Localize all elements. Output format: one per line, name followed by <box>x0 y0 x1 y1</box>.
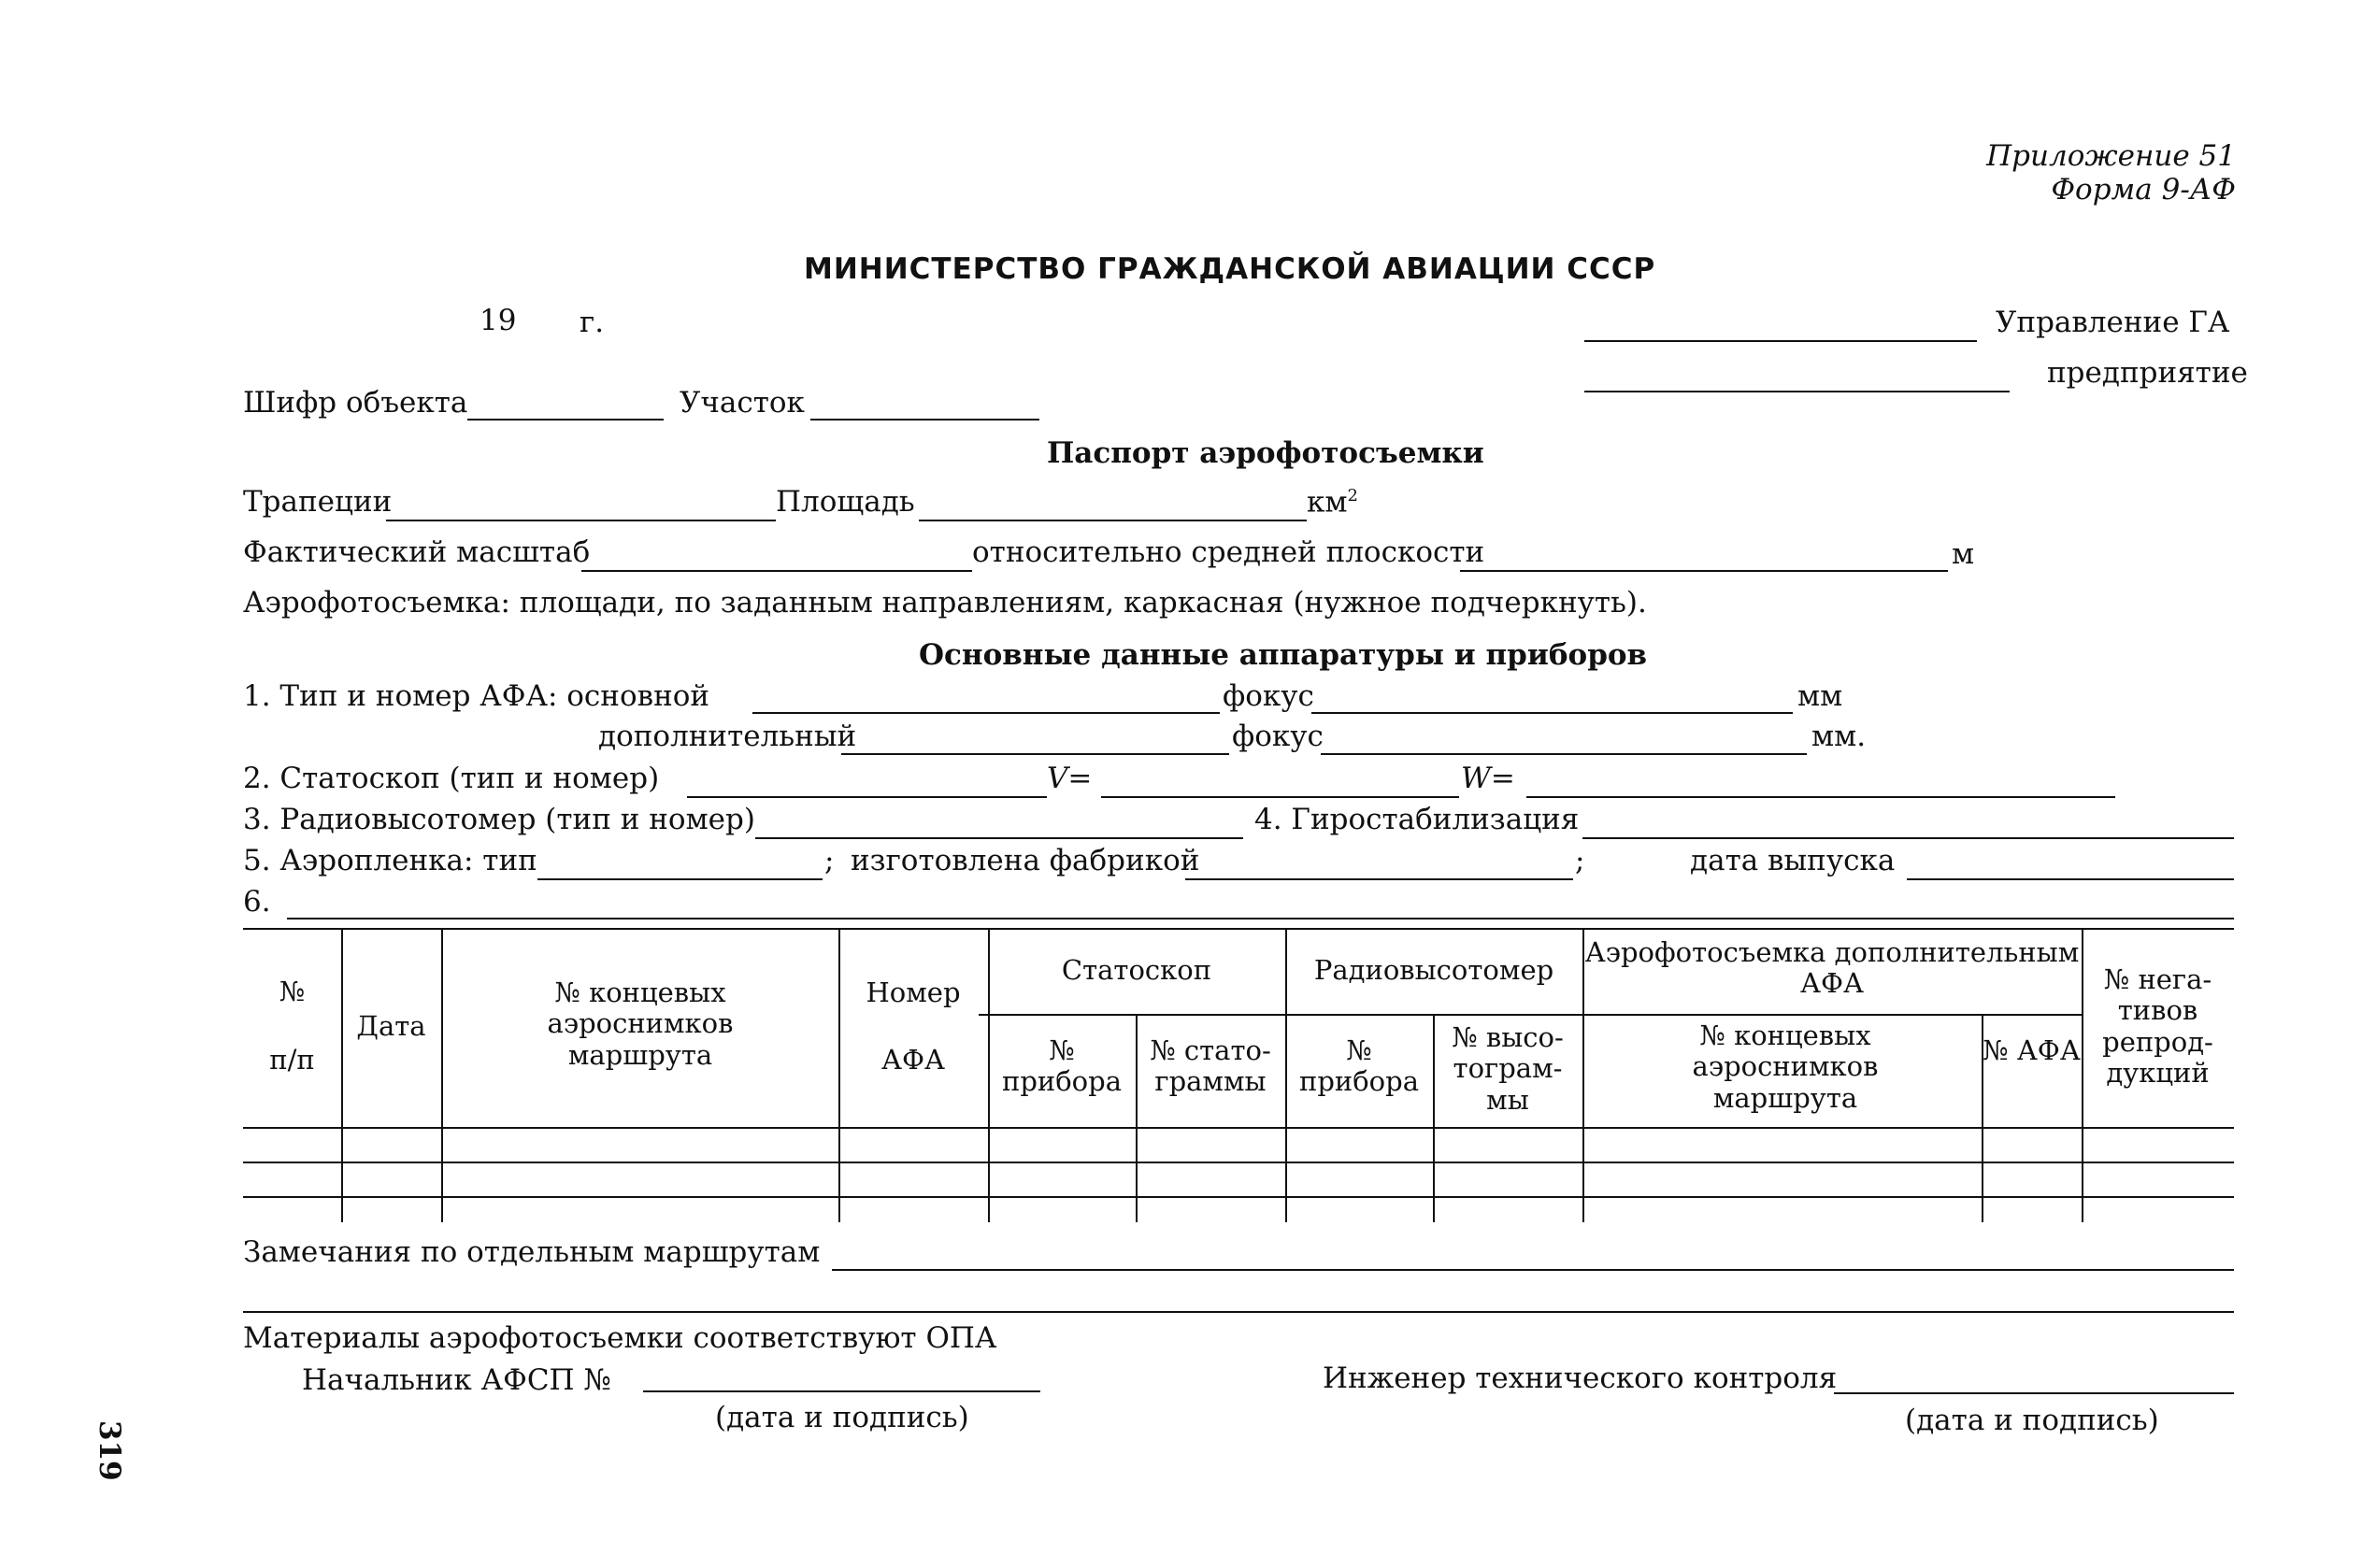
header-additional: Аэрофотосъемка дополнительным АФА <box>1584 936 2080 1000</box>
table-subheader-rule <box>979 1014 2082 1016</box>
remarks-line[interactable] <box>832 1269 2234 1271</box>
header-radio: Радиовысотомер <box>1313 954 1554 986</box>
v-label: V= <box>1047 762 1093 795</box>
col-divider <box>441 928 443 1222</box>
header-additional-afa: № АФА <box>1983 1034 2081 1066</box>
relative-label: относительно средней плоскости <box>972 535 1485 569</box>
statoscope-line[interactable] <box>687 796 1047 798</box>
item2-label: 2. Статоскоп (тип и номер) <box>243 762 660 795</box>
chief-sign-caption: (дата и подпись) <box>715 1401 969 1434</box>
ministry-title: МИНИСТЕРСТВО ГРАЖДАНСКОЙ АВИАЦИИ СССР <box>804 252 1656 286</box>
additional-label: дополнительный <box>598 720 857 753</box>
enterprise-label: предприятие <box>2047 356 2248 390</box>
col-divider <box>341 928 343 1222</box>
w-label: W= <box>1461 762 1515 795</box>
afa-additional-line[interactable] <box>841 753 1229 755</box>
scale-line[interactable] <box>581 570 972 572</box>
area-label: Площадь <box>776 485 915 519</box>
scale-label: Фактический масштаб <box>243 535 591 569</box>
header-afa-bottom: АФА <box>881 1044 945 1076</box>
header-radio-device: № прибора <box>1299 1034 1419 1098</box>
year-suffix: г. <box>580 306 605 339</box>
conformity-text: Материалы аэрофотосъемки соответствуют ОПА <box>243 1321 997 1355</box>
unit2: мм. <box>1811 720 1867 753</box>
header-statoscope-device: № прибора <box>1002 1034 1122 1098</box>
remarks-label: Замечания по отдельным маршрутам <box>243 1235 821 1269</box>
release-line[interactable] <box>1907 878 2234 880</box>
focus1-line[interactable] <box>1311 712 1793 714</box>
item5-label: 5. Аэропленка: тип <box>243 844 537 877</box>
cipher-line[interactable] <box>467 419 664 421</box>
chief-label: Начальник АФСП № <box>302 1363 611 1397</box>
v-line[interactable] <box>1101 796 1459 798</box>
trapezoids-line[interactable] <box>386 520 776 521</box>
item1-label: 1. Тип и номер АФА: основной <box>243 679 710 713</box>
header-num-top: № <box>279 976 306 1007</box>
w-line[interactable] <box>1526 796 2115 798</box>
release-label: дата выпуска <box>1690 844 1896 877</box>
item6-line[interactable] <box>287 918 2234 919</box>
radio-line[interactable] <box>755 837 1243 839</box>
relative-unit: м <box>1952 537 1975 571</box>
film-type-line[interactable] <box>537 878 823 880</box>
cipher-label: Шифр объекта <box>243 386 468 420</box>
relative-line[interactable] <box>1460 570 1948 572</box>
trapezoids-label: Трапеции <box>243 485 393 519</box>
semicolon-1: ; <box>824 844 835 877</box>
section-label: Участок <box>680 386 805 420</box>
section-line[interactable] <box>810 419 1039 421</box>
appendix-label: Приложение 51 <box>1986 139 2236 173</box>
year-prefix: 19 <box>480 304 517 337</box>
item4-label: 4. Гиростабилизация <box>1254 803 1580 836</box>
passport-title: Паспорт аэрофотосъемки <box>1047 436 1484 470</box>
unit1: мм <box>1797 679 1843 713</box>
header-date: Дата <box>356 1010 426 1042</box>
directorate-label: Управление ГА <box>1996 306 2230 339</box>
header-afa-top: Номер <box>866 976 961 1008</box>
item3-label: 3. Радиовысотомер (тип и номер) <box>243 803 755 836</box>
header-negatives: № нега-тивов репрод-дукций <box>2102 963 2213 1090</box>
factory-line[interactable] <box>1185 878 1573 880</box>
header-num-bottom: п/п <box>269 1044 315 1076</box>
afa-main-line[interactable] <box>752 712 1220 714</box>
page-number: 319 <box>93 1420 126 1481</box>
table-row <box>243 1162 2234 1163</box>
directorate-line[interactable] <box>1584 340 1977 342</box>
engineer-label: Инженер технического контроля <box>1323 1361 1838 1395</box>
header-statoscope: Статоскоп <box>1061 954 1212 986</box>
remarks-line-2[interactable] <box>243 1311 2234 1313</box>
header-additional-frames: № концевых аэроснимков маршрута <box>1692 1019 1879 1114</box>
header-frames: № концевых аэроснимков маршрута <box>547 976 734 1071</box>
focus2-line[interactable] <box>1321 753 1807 755</box>
header-statoscope-grams: № стато-граммы <box>1150 1034 1271 1098</box>
table-top-rule <box>243 928 2234 930</box>
table-header-rule <box>243 1127 2234 1129</box>
factory-label: изготовлена фабрикой <box>851 844 1200 877</box>
engineer-line[interactable] <box>1834 1392 2234 1394</box>
gyro-line[interactable] <box>1582 837 2234 839</box>
enterprise-line[interactable] <box>1584 391 2010 392</box>
area-unit: $км^2$ <box>1307 485 1358 520</box>
chief-line[interactable] <box>643 1390 1040 1392</box>
survey-types: Аэрофотосъемка: площади, по заданным направлениям, каркасная (нужное подчеркнуть). <box>243 586 1647 620</box>
focus2-label: фокус <box>1232 720 1324 753</box>
semicolon-2: ; <box>1575 844 1585 877</box>
form-label: Форма 9-АФ <box>2051 173 2236 207</box>
header-radio-grams: № высо-тограм-мы <box>1452 1021 1564 1116</box>
focus1-label: фокус <box>1223 679 1314 713</box>
table-row <box>243 1196 2234 1198</box>
engineer-sign-caption: (дата и подпись) <box>1905 1404 2159 1437</box>
area-line[interactable] <box>919 520 1307 521</box>
equipment-title: Основные данные аппаратуры и приборов <box>919 638 1648 672</box>
item6-label: 6. <box>243 885 271 919</box>
